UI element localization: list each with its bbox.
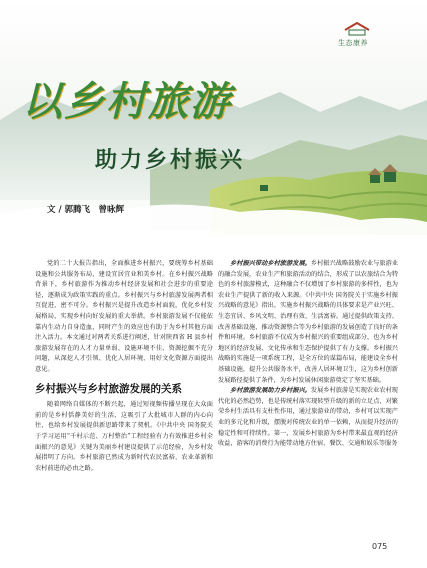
paragraph-2 [218,386,398,450]
intro-paragraph: 党的二十大报告指出，全面推进乡村振兴，要统筹乡村基础设施和公共服务布局，建设宜居宜业和美乡村。在乡村振兴战略背景下，乡村旅游作为推动乡村经济发展和社会进步的重要途径，逐渐成为政策实践的重点。乡村振兴与乡村旅游发展两者相互促进，密不可分。乡村振兴是提升改造乡村面貌，优化乡村发展格局，实现乡村向好发展的重大举措。乡村旅游发展不仅能依靠内生动力自身造血，同时产生的效应也有助于为乡村其他方面注入活力。本文通过对两者关系进行阐述，针对陕西省 H 县乡村旅游发展存在的人才力量单弱、设施环境不佳、资源挖掘不充分问题，从深挖人才引领、优化人居环境、用好文化资源方面提出意见。 [35,260,213,373]
paragraph-1-lead: 乡村振兴带动乡村旅游发展。 [230,260,311,267]
page-number: 075 [372,542,388,551]
section-paragraph: 随着网络自媒体的不断兴起，通过短视频传播呈现在大众面前的是乡村恬静美好的生活，这吸引了大批城市人群的内心向往，也给乡村发展提供新思路带来了契机。《中共中央 国务院关于学习运用“千村示范、万村整治”工程经验有力有效推进乡村全面振兴的意见》关键为美丽乡村建设提供了示范经验，为乡村发展指明了方向。乡村旅游已然成为新时代农民富裕、农业革新和农村前进的必由之路。 [35,401,213,472]
section-tag: 生态康养 [338,39,368,47]
article-title: 以乡村旅游 [22,79,232,125]
paragraph-2-text: 发展乡村旅游是实现农业农村现代化的必然趋势，也是传统村落实现转型升级的新的立足点，对繁荣乡村生活具有支柱性作用，通过旅游业的带动，乡村可以实现产业的多元化和升级，摆脱对传统农业的单一依赖，从而提升经济的稳定性和可持续性。第一，发展乡村旅游为乡村带来最直观的经济收益，游客的消费行为能带动地方住宿、餐饮、交通和娱乐等服务 [218,387,398,448]
house-roof-icon [344,22,370,36]
left-column [35,259,213,474]
section-heading: 乡村振兴与乡村旅游发展的关系 [35,382,182,395]
byline: 文 / 郭腾飞 曾咏辉 [47,205,125,215]
paragraph-1 [218,259,398,386]
paragraph-2-lead: 乡村旅游发展助力乡村振兴。 [230,387,311,395]
paragraph-1-text: 乡村振兴战略鼓励农业与旅游业的融合发展，农业生产和旅游活动的结合，形成了以农旅结合为特色的乡村旅游模式，这种融合不仅增加了乡村旅游的多样性，也为农业生产提供了新的收入来源。《中共中央 国务院关于实施乡村振兴战略的意见》指出，实施乡村振兴战略的具体要求是产业兴旺、生态宜居、乡风文明、治理有效、生活富裕。通过提供政策支持、改善基础设施、推动资源整合等为乡村旅游的发展创造了良好的条件和环境。乡村旅游不仅成为乡村振兴的重要组成部分，也为乡村地区的经济发展、文化传承和生态保护提供了有力支撑。乡村振兴战略的实施是一项系统工程，是全方位的谋篇布局，能建设全乡村基础设施，提升公共服务水平，改善人居环境卫生，这为乡村创新发展路径提供了条件，为乡村发展休闲旅游奠定了坚实基础。 [218,260,398,384]
article-subtitle: 助力乡村振兴 [95,148,246,173]
right-column [218,259,398,450]
